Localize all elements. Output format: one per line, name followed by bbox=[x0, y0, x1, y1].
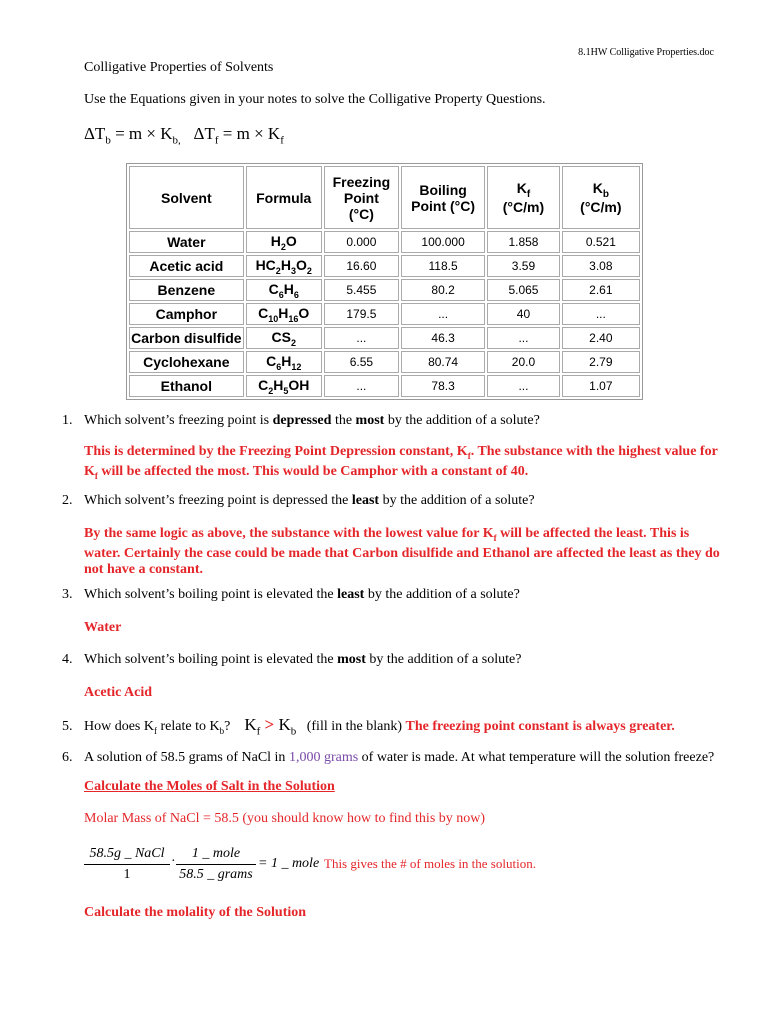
formula-element: H bbox=[280, 256, 291, 273]
cell-boiling-point: 46.3 bbox=[401, 327, 485, 349]
q1-text-b: depressed bbox=[272, 413, 332, 428]
formula-subscript: 2 bbox=[275, 265, 281, 276]
formula-subscript: 2 bbox=[268, 385, 274, 396]
q5-sub1: f bbox=[154, 725, 157, 736]
eq1-sub: b bbox=[105, 134, 111, 147]
q4-text-c: by the addition of a solute? bbox=[365, 652, 522, 667]
q5-text-b: relate to K bbox=[157, 719, 220, 734]
header-filename: 8.1HW Colligative Properties.doc bbox=[578, 47, 714, 58]
document-title: Colligative Properties of Solvents bbox=[84, 60, 274, 75]
formula-subscript: 2 bbox=[280, 241, 286, 252]
cell-solvent: Water bbox=[129, 231, 244, 253]
header-solvent: Solvent bbox=[129, 166, 244, 229]
formula-subscript: 10 bbox=[268, 313, 279, 324]
q6-text-grams: 1,000 grams bbox=[288, 750, 359, 765]
table-row bbox=[129, 351, 640, 373]
q3-text-b: least bbox=[337, 587, 365, 602]
formula-element: CS bbox=[271, 328, 291, 345]
q1-number: 1. bbox=[62, 413, 73, 428]
cell-formula bbox=[246, 303, 322, 325]
a1-text-c: will be affected the most. This would be Camphor with a constant of 40. bbox=[97, 463, 529, 479]
header-freezing-line1: Freezing bbox=[332, 173, 391, 190]
cell-solvent: Acetic acid bbox=[129, 255, 244, 277]
cell-boiling-point: 80.74 bbox=[401, 351, 485, 373]
table-row bbox=[129, 327, 640, 349]
a1-text-b: . The substance with the highest value for K bbox=[84, 444, 718, 479]
cell-boiling-point: ... bbox=[401, 303, 485, 325]
answer-4: Acetic Acid bbox=[84, 685, 153, 700]
formula-subscript: 2 bbox=[290, 337, 296, 348]
formula-element: C bbox=[266, 352, 277, 369]
result-moles: = 1 _ mole bbox=[258, 856, 320, 871]
fraction-1-denominator: 1 bbox=[123, 867, 131, 882]
formula-subscript: 3 bbox=[290, 265, 296, 276]
q3-text-c: by the addition of a solute? bbox=[364, 587, 520, 602]
formula-subscript: 2 bbox=[306, 265, 312, 276]
cell-boiling-point: 80.2 bbox=[401, 279, 485, 301]
header-kb-unit: (°C/m) bbox=[580, 199, 622, 216]
cell-kf: 3.59 bbox=[487, 255, 560, 277]
eq1-mid: = m × K bbox=[110, 124, 173, 143]
fraction-1 bbox=[84, 846, 170, 883]
q3-number: 3. bbox=[62, 587, 73, 602]
header-freezing bbox=[324, 166, 399, 229]
cell-kb: 3.08 bbox=[562, 255, 640, 277]
cell-freezing-point: 179.5 bbox=[324, 303, 399, 325]
formula-element: H bbox=[278, 304, 289, 321]
formula-subscript: 6 bbox=[276, 361, 282, 372]
q5-k1: K bbox=[244, 715, 257, 734]
formula-element: C bbox=[258, 304, 269, 321]
q4-text-a: Which solvent’s boiling point is elevated the bbox=[84, 652, 338, 667]
formula-element: H bbox=[283, 280, 294, 297]
question-4 bbox=[62, 652, 742, 668]
cell-kf: 20.0 bbox=[487, 351, 560, 373]
q3-text-a: Which solvent’s boiling point is elevated the bbox=[84, 587, 338, 602]
question-1 bbox=[62, 413, 742, 429]
q5-k1sub: f bbox=[256, 725, 261, 738]
cell-kf: 1.858 bbox=[487, 231, 560, 253]
eq2-ksub: f bbox=[280, 134, 284, 147]
cell-kf: ... bbox=[487, 375, 560, 397]
q5-answer-kf-gt-kb bbox=[244, 715, 297, 738]
formula-element: H bbox=[273, 376, 284, 393]
cell-solvent: Benzene bbox=[129, 279, 244, 301]
formula-subscript: 5 bbox=[283, 385, 289, 396]
q5-sub2: b bbox=[219, 725, 225, 736]
cell-formula bbox=[246, 231, 322, 253]
result-note: This gives the # of moles in the solution. bbox=[324, 856, 536, 871]
cell-kb: 2.79 bbox=[562, 351, 640, 373]
table-row bbox=[129, 231, 640, 253]
q6-step1-text: Calculate the Moles of Salt in the Solution bbox=[84, 779, 335, 794]
cell-kb: 1.07 bbox=[562, 375, 640, 397]
a2-text-a: By the same logic as above, the substance with the lowest value for K bbox=[84, 526, 494, 541]
header-kb bbox=[562, 166, 640, 229]
q6-text-b: of water is made. At what temperature will the solution freeze? bbox=[358, 750, 715, 765]
header-boiling bbox=[401, 166, 485, 229]
q6-step-1 bbox=[84, 779, 335, 795]
q4-text-b: most bbox=[337, 652, 366, 667]
formula-element: OH bbox=[288, 376, 310, 393]
q5-fill-in-blank: (fill in the blank) bbox=[306, 719, 402, 734]
q6-molar-mass: Molar Mass of NaCl = 58.5 (you should know how to find this by now) bbox=[84, 811, 486, 826]
formula-subscript: 6 bbox=[278, 289, 284, 300]
q2-text-b: least bbox=[351, 493, 380, 508]
formula-element: HC bbox=[255, 256, 276, 273]
cell-kb: 2.61 bbox=[562, 279, 640, 301]
cell-formula bbox=[246, 327, 322, 349]
cell-formula bbox=[246, 279, 322, 301]
formula-subscript: 16 bbox=[288, 313, 299, 324]
header-kf-sub: f bbox=[526, 188, 531, 200]
formula-element: H bbox=[270, 232, 281, 249]
cell-kb: ... bbox=[562, 303, 640, 325]
q5-number: 5. bbox=[62, 719, 73, 734]
header-freezing-line3: (°C) bbox=[348, 205, 374, 222]
header-freezing-line2: Point bbox=[343, 189, 379, 206]
table-row bbox=[129, 375, 640, 397]
answer-2 bbox=[84, 526, 724, 578]
q5-k2sub: b bbox=[290, 725, 297, 738]
cell-solvent: Carbon disulfide bbox=[129, 327, 244, 349]
eq2-mid: = m × K bbox=[218, 124, 281, 143]
cell-kf: ... bbox=[487, 327, 560, 349]
cell-boiling-point: 118.5 bbox=[401, 255, 485, 277]
q5-text-a: How does K bbox=[84, 719, 154, 734]
cell-freezing-point: 5.455 bbox=[324, 279, 399, 301]
formula-element: C bbox=[258, 376, 269, 393]
formula-subscript: 6 bbox=[293, 289, 299, 300]
solvent-properties-table bbox=[126, 163, 643, 400]
q5-gt: > bbox=[260, 715, 279, 734]
answer-5: The freezing point constant is always greater. bbox=[405, 719, 675, 734]
q1-text-d: most bbox=[355, 413, 385, 428]
multiply-dot: · bbox=[171, 854, 176, 869]
q6-text-a: A solution of 58.5 grams of NaCl in bbox=[84, 750, 289, 765]
cell-kf: 40 bbox=[487, 303, 560, 325]
table-body bbox=[129, 231, 640, 397]
question-6 bbox=[62, 750, 742, 766]
cell-freezing-point: ... bbox=[324, 327, 399, 349]
header-boiling-line2: Point (°C) bbox=[411, 197, 476, 214]
fraction-2-denominator: 58.5 _ grams bbox=[179, 867, 253, 882]
table-row bbox=[129, 279, 640, 301]
q2-text-c: by the addition of a solute? bbox=[379, 493, 535, 508]
question-5 bbox=[62, 715, 742, 737]
eq2-lhs: ΔT bbox=[193, 124, 215, 143]
question-2 bbox=[62, 493, 742, 509]
fraction-2-numerator: 1 _ mole bbox=[176, 846, 256, 865]
q1-text-c: the bbox=[331, 413, 356, 428]
q6-step2-text: Calculate the molality of the Solution bbox=[84, 905, 307, 920]
formula-element: O bbox=[298, 304, 310, 321]
a1-text-a: This is determined by the Freezing Point Depression constant, K bbox=[84, 444, 468, 459]
answer-3: Water bbox=[84, 620, 122, 635]
q6-step-2 bbox=[84, 905, 306, 921]
question-3 bbox=[62, 587, 742, 603]
formula-subscript: 12 bbox=[291, 361, 302, 372]
table-row bbox=[129, 303, 640, 325]
q2-text-a: Which solvent’s freezing point is depressed the bbox=[84, 493, 352, 508]
eq1-lhs: ΔT bbox=[84, 124, 106, 143]
q4-number: 4. bbox=[62, 652, 73, 667]
cell-boiling-point: 78.3 bbox=[401, 375, 485, 397]
cell-freezing-point: 6.55 bbox=[324, 351, 399, 373]
answer-1 bbox=[84, 444, 724, 484]
cell-solvent: Ethanol bbox=[129, 375, 244, 397]
q6-number: 6. bbox=[62, 750, 73, 765]
fraction-2 bbox=[176, 846, 256, 883]
formula-element: O bbox=[295, 256, 307, 273]
eq1-ksub: b, bbox=[172, 134, 181, 147]
a1-sub2: f bbox=[94, 470, 98, 481]
cell-formula bbox=[246, 375, 322, 397]
q5-text-c: ? bbox=[224, 719, 231, 734]
instructions: Use the Equations given in your notes to solve the Colligative Property Questions. bbox=[84, 92, 546, 107]
table-header-row bbox=[129, 166, 640, 229]
cell-solvent: Camphor bbox=[129, 303, 244, 325]
a2-text-b: will be affected the least. This is water. Certainly the case could be made that Carbon disulfide and Ethanol are affected the least as they do not have a constant. bbox=[84, 526, 720, 577]
formula-element: C bbox=[268, 280, 279, 297]
q5-k2: K bbox=[278, 715, 291, 734]
q1-text-e: by the addition of a solute? bbox=[384, 413, 540, 428]
cell-boiling-point: 100.000 bbox=[401, 231, 485, 253]
cell-kb: 2.40 bbox=[562, 327, 640, 349]
header-kf-k: K bbox=[516, 179, 527, 196]
formula-element: O bbox=[285, 232, 297, 249]
header-boiling-line1: Boiling bbox=[419, 181, 467, 198]
cell-freezing-point: ... bbox=[324, 375, 399, 397]
cell-freezing-point: 0.000 bbox=[324, 231, 399, 253]
cell-kb: 0.521 bbox=[562, 231, 640, 253]
a2-sub: f bbox=[493, 532, 497, 543]
cell-kf: 5.065 bbox=[487, 279, 560, 301]
cell-formula bbox=[246, 351, 322, 373]
table-row bbox=[129, 255, 640, 277]
q2-number: 2. bbox=[62, 493, 73, 508]
header-formula: Formula bbox=[246, 166, 322, 229]
header-kf bbox=[487, 166, 560, 229]
eq2-sub: f bbox=[214, 134, 219, 147]
fraction-1-numerator: 58.5g _ NaCl bbox=[84, 846, 170, 865]
cell-formula bbox=[246, 255, 322, 277]
header-kb-sub: b bbox=[602, 188, 609, 200]
equations bbox=[84, 124, 284, 146]
header-kb-k: K bbox=[592, 179, 603, 196]
cell-solvent: Cyclohexane bbox=[129, 351, 244, 373]
q1-text-a: Which solvent’s freezing point is bbox=[84, 413, 273, 428]
header-kf-unit: (°C/m) bbox=[502, 199, 545, 216]
a1-sub1: f bbox=[467, 450, 471, 461]
cell-freezing-point: 16.60 bbox=[324, 255, 399, 277]
formula-element: H bbox=[281, 352, 292, 369]
